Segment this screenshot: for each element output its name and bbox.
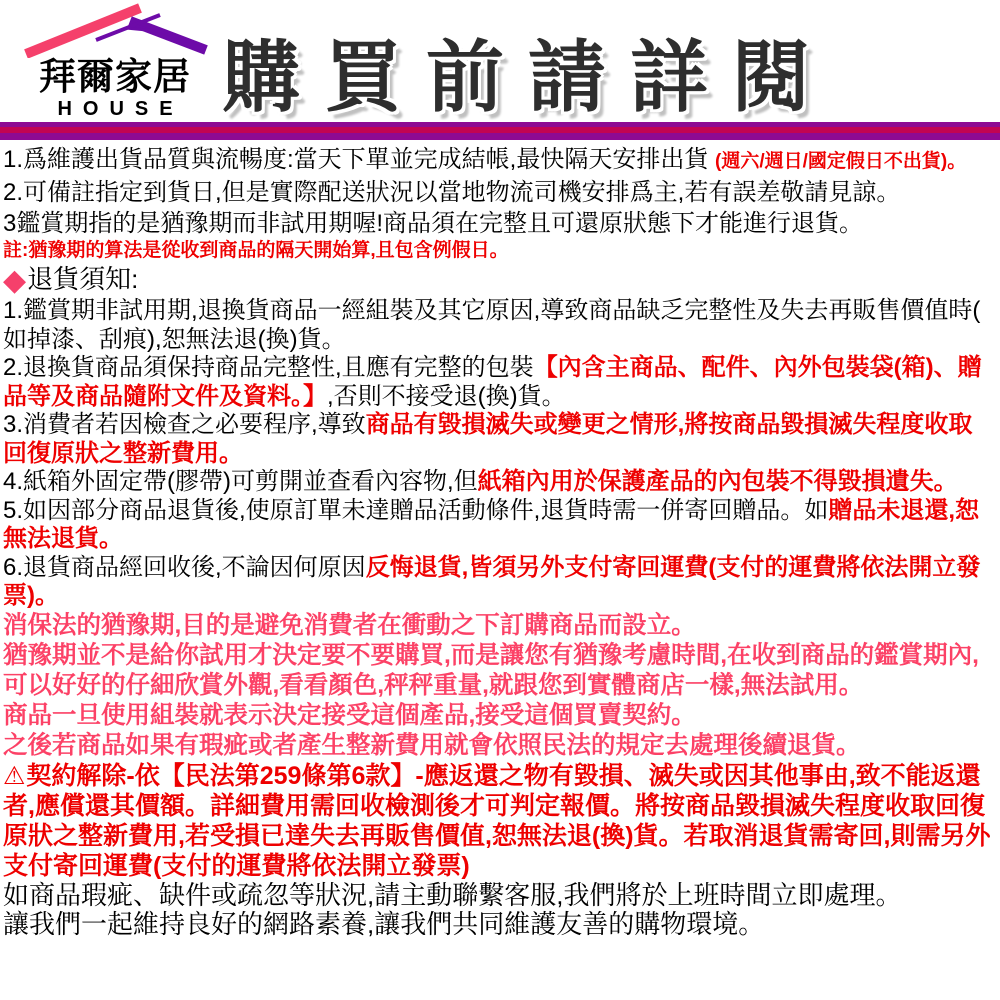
cooling-off-para-2 [3,641,995,701]
text-segment: 契約解除-依【民法第259條第6款】-應返還之物有毀損、滅失或因其他事由,致不能返還者,應償還其價額。詳細費用需回收檢測後才可判定報價。將按商品毀損滅失程度收取回復原狀之整新費用,若受損已達失去再販售價值,恕無法退(換)貨。若取消退貨需寄回,則需另外支付寄回運費(支付的運費將依法開立發票) [3,761,991,880]
shipping-policy-line-1 [3,144,995,177]
cooling-off-para-1 [3,611,995,641]
text-segment: 猶豫期並不是給你試用才決定要不要購買,而是讓您有猶豫考慮時間,在收到商品的鑑賞期內,可以好好的仔細欣賞外觀,看看顏色,秤秤重量,就跟您到實體商店一樣,無法試用。 [3,641,979,699]
text-segment: 1.鑑賞期非試用期,退換貨商品一經組裝及其它原因,導致商品缺乏完整性及失去再販售價值時(如掉漆、刮痕),恕無法退(換)貨。 [3,297,981,353]
brand-logo [20,2,210,120]
text-segment: 3鑑賞期指的是猶豫期而非試用期喔!商品須在完整且可還原狀態下才能進行退貨。 [3,210,864,237]
text-segment: 5.如因部分商品退貨後,使原訂單未達贈品活動條件,退貨時需一併寄回贈品。如 [3,496,829,524]
text-segment: 3.消費者若因檢查之必要程序,導致 [3,411,366,438]
text-segment: 贈品未退還,恕無法退貨。 [3,496,980,552]
diamond-icon: ◆ [3,264,27,297]
page-title: 購買前請詳閱 [222,33,835,121]
shipping-policy-line-3 [3,208,995,239]
text-segment: 紙箱內用於保護產品的內包裝不得毀損遺失。 [477,468,958,495]
returns-notice-header [3,263,995,297]
text-segment: 註:猶豫期的算法是從收到商品的隔天開始算,且包含例假日。 [3,240,509,261]
text-segment: 4.紙箱外固定帶(膠帶)可剪開並查看內容物,但 [3,468,478,495]
cooling-off-para-4 [3,731,995,761]
brand-subtitle: HOUSE [57,98,184,120]
text-segment: 2.退換貨商品須保持商品完整性,且應有完整的包裝 [3,354,534,381]
text-segment: 【內含主商品、配件、內外包裝袋(箱)、贈品等及商品隨附文件及資料。】 [3,354,982,410]
roof-icon [20,2,210,58]
text-segment: ,否則不接受退(換)貨。 [327,382,566,410]
returns-rule-2 [3,354,995,411]
returns-rule-3 [3,411,995,468]
warning-icon: ⚠ [3,761,26,790]
cooling-off-para-3 [3,701,995,731]
returns-rule-1 [3,297,995,354]
text-segment: (週六/週日/國定假日不出貨)。 [715,151,967,172]
shipping-policy-line-2 [3,177,995,208]
brand-name: 拜爾家居 [39,56,191,97]
text-segment: 消保法的猶豫期,目的是避免消費者在衝動之下訂購商品而設立。 [3,611,696,639]
contract-clause-text [3,762,991,880]
returns-rule-5 [3,497,995,554]
customer-service-line-2 [3,910,995,939]
text-segment: 6.退貨商品經回收後,不論因何原因 [3,553,366,581]
returns-rule-4 [3,468,995,497]
customer-service-line-1 [3,881,995,910]
text-segment: 如商品瑕疵、缺件或疏忽等狀況,請主動聯繫客服,我們將於上班時間立即處理。 [3,879,902,910]
text-segment: 商品一旦使用組裝就表示決定接受這個產品,接受這個買賣契約。 [3,701,696,729]
divider-bar [0,122,1000,140]
text-segment: 2.可備註指定到貨日,但是實際配送狀況以當地物流司機安排爲主,若有誤差敬請見諒。 [3,179,901,206]
text-segment: 之後若商品如果有瑕疵或者產生整新費用就會依照民法的規定去處理後續退貨。 [3,731,861,759]
text-segment: 商品有毀損滅失或變更之情形,將按商品毀損滅失程度收取回復原狀之整新費用。 [3,411,973,467]
contract-termination-clause [3,761,995,881]
text-segment: 1.爲維護出貨品質與流暢度:當天下單並完成結帳,最快隔天安排出貨 [3,146,716,173]
returns-header-label: 退貨須知: [27,264,139,294]
text-segment: 讓我們一起維持良好的網路素養,讓我們共同維護友善的購物環境。 [3,908,765,939]
cooling-period-note [3,239,995,263]
page-header [0,0,1000,122]
text-segment: 反悔退貨,皆須另外支付寄回運費(支付的運費將依法開立發票)。 [3,553,981,609]
returns-rule-6 [3,554,995,611]
notice-body [0,140,1000,939]
